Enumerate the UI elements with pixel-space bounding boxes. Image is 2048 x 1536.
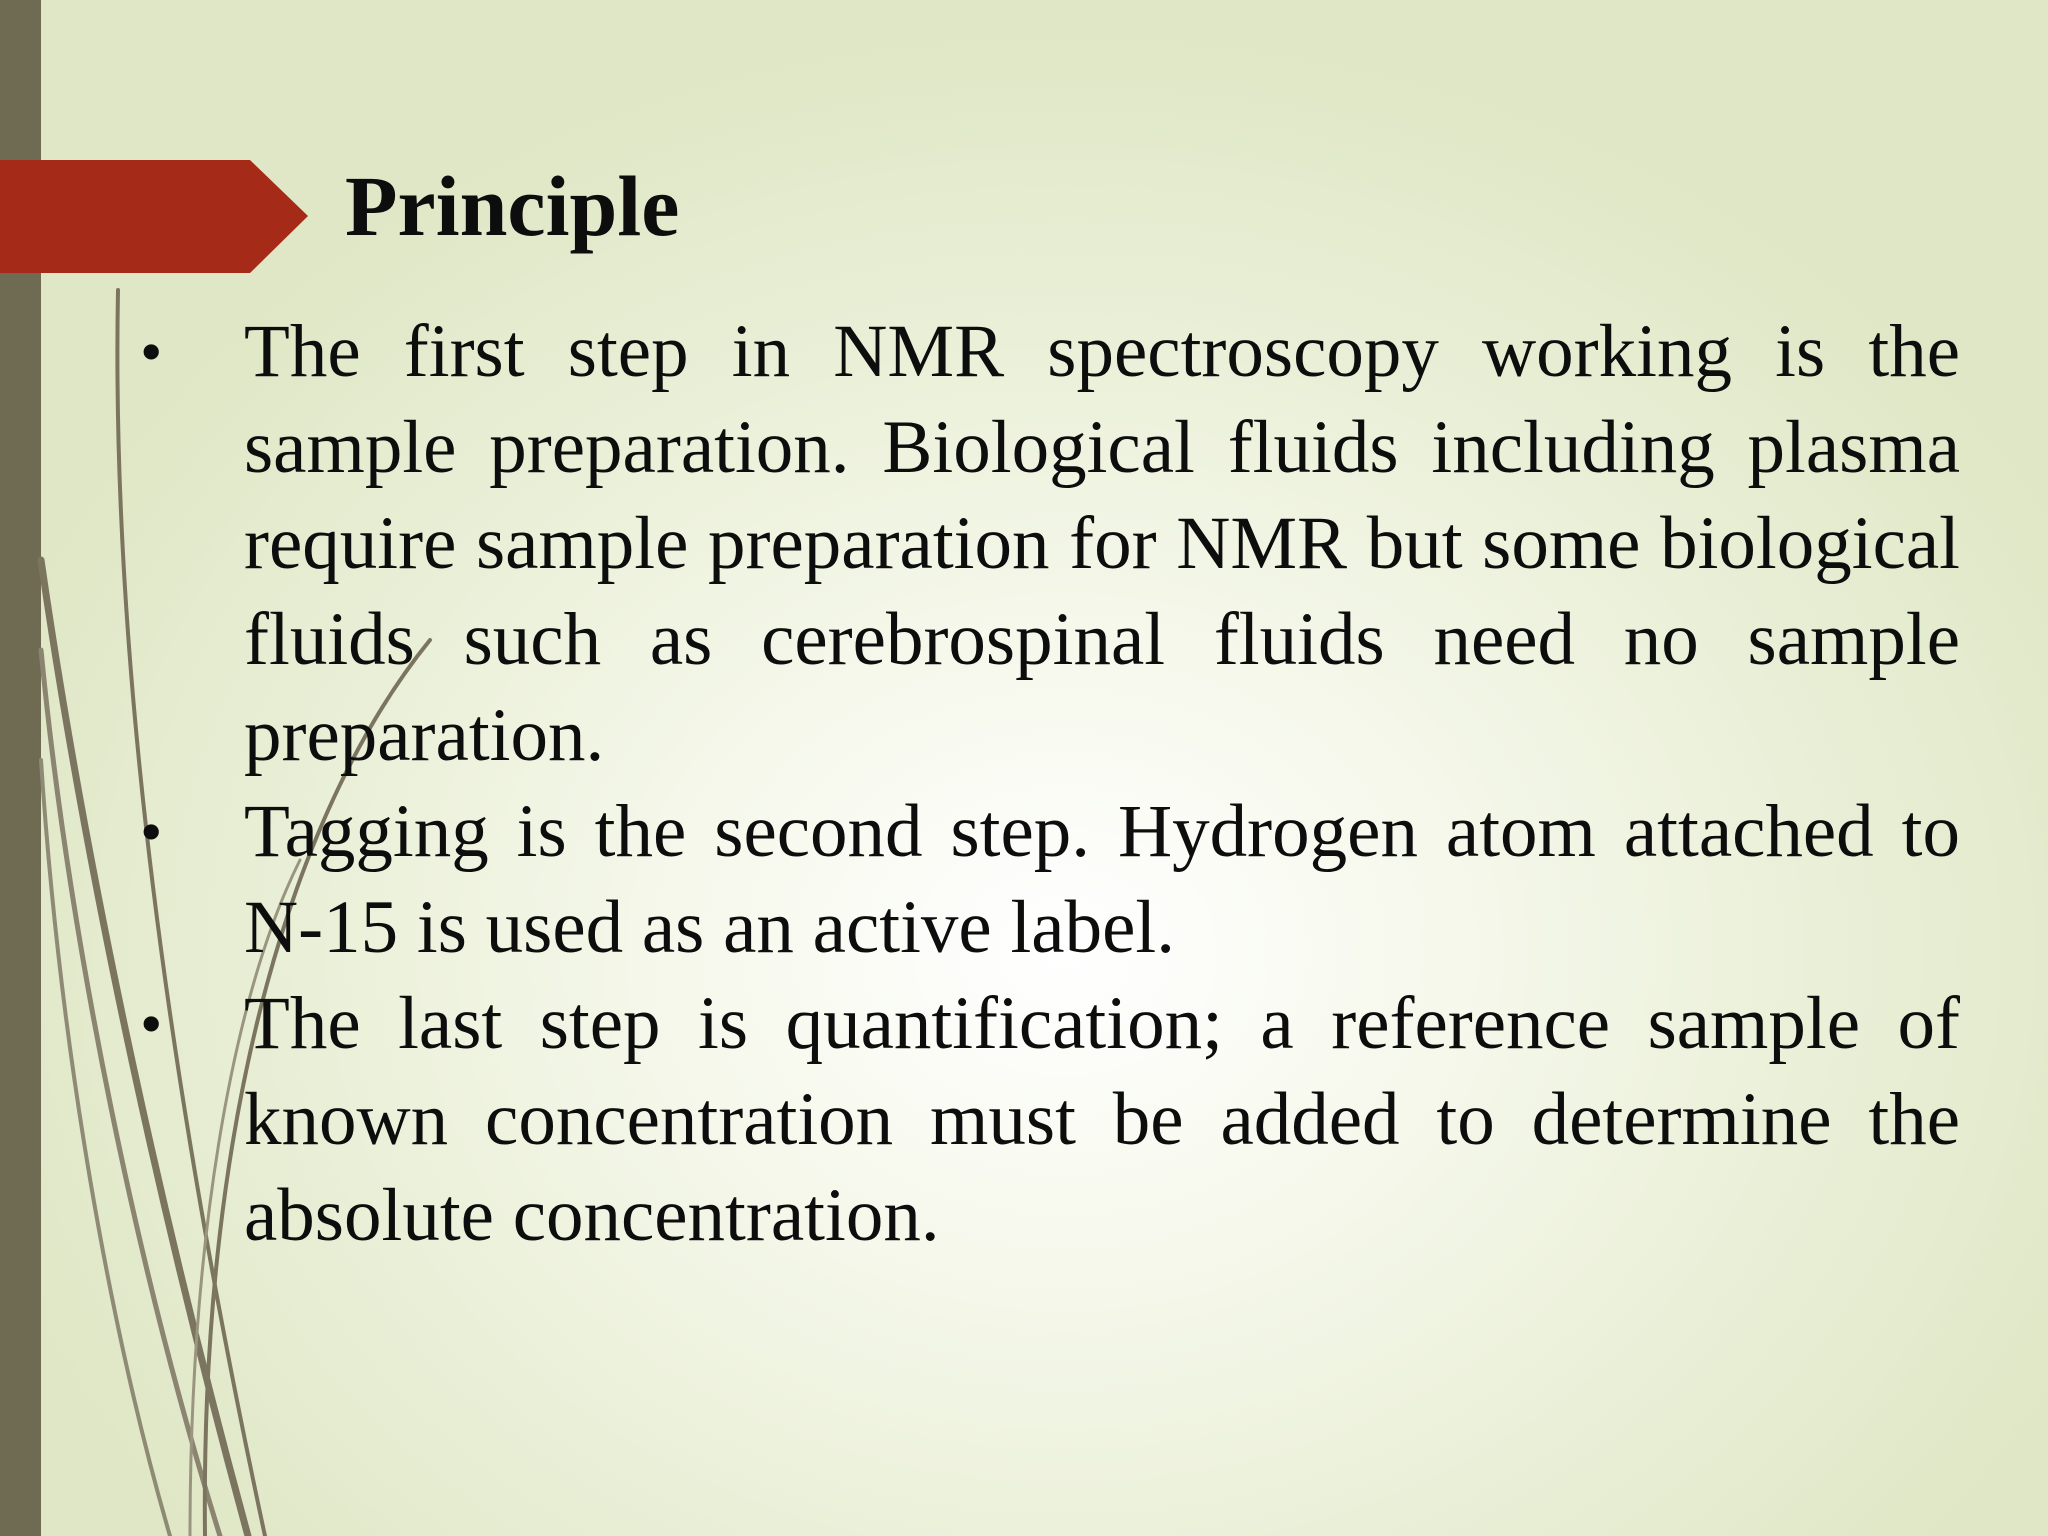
bullet-text: Tagging is the second step. Hydrogen atom attached to N-15 is used as an active label. (244, 790, 1960, 969)
bullet-item-2 (140, 784, 1960, 976)
bullet-dot: • (140, 316, 163, 387)
bullet-item-1 (140, 304, 1960, 784)
bullet-dot: • (140, 988, 163, 1059)
slide-title: Principle (345, 158, 680, 254)
bullet-text: The last step is quantification; a reference sample of known concentration must be added to determine the absolute concentration. (244, 982, 1960, 1257)
title-arrow-icon (0, 160, 308, 273)
bullet-item-3 (140, 976, 1960, 1264)
bullet-text: The first step in NMR spectroscopy working is the sample preparation. Biological fluids including plasma require sample preparation for NMR but some biological fluids such as cerebrospinal fluids need no sample preparation. (244, 310, 1960, 777)
bullet-dot: • (140, 796, 163, 867)
bullet-list (140, 304, 1960, 1264)
